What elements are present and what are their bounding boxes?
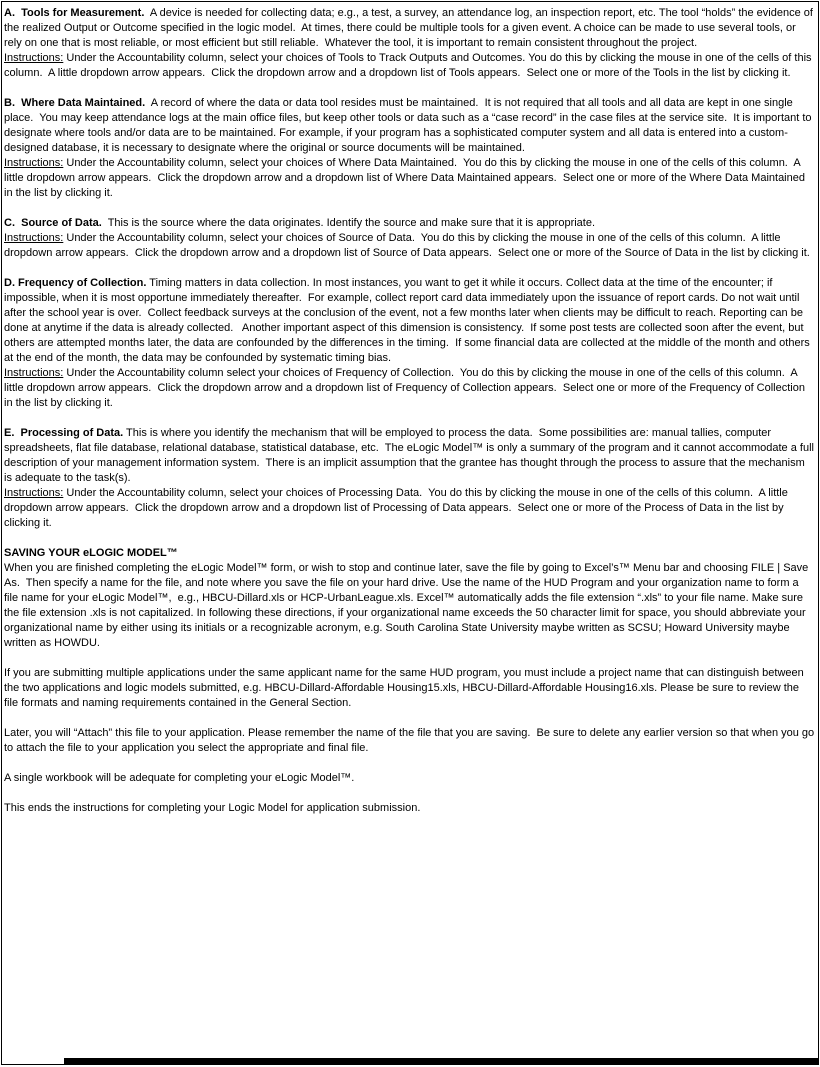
section-d-heading: D. Frequency of Collection. [4,277,147,289]
saving-paragraph-5: This ends the instructions for completing your Logic Model for application submission. [4,802,421,814]
section-processing-of-data [4,426,818,531]
section-b-description [4,96,815,156]
section-a-instructions [4,51,815,81]
section-e-instructions-text: Under the Accountability column, select your choices of Processing Data. You do this by clicking the mouse in one of the cells of this column. A little dropdown arrow appears. Click the dropdown arrow and a dropdown list of Processing of Data appears. Select one or more of the Process of Data in the list by clicking it. [4,487,791,529]
section-e-instructions [4,486,815,531]
section-b-instructions [4,156,815,201]
saving-paragraph-5-block [4,801,815,816]
section-c-heading: C. Source of Data. [4,217,102,229]
saving-paragraph-1: When you are finished completing the eLogic Model™ form, or wish to stop and continue later, save the file by going to Excel’s™ Menu bar and choosing FILE | Save As. Then specify a name for the file, and note where you save the file on your hard drive. Use the name of the HUD Program and your organization name to form a file name for your eLogic Model™, e.g., HBCU-Dillard.xls or HCP-UrbanLeague.xls. Excel™ automatically adds the file extension “.xls” to your file name. Make sure the file extension .xls is not capitalized. In following these directions, if your organizational name exceeds the 50 character limit for space, you should abbreviate your organizational name by either using its initials or a recognizable acronym, e.g. South Carolina State University maybe written as SCSU; Howard University maybe written as HOWDU. [4,562,811,649]
section-e-description [4,426,818,486]
section-e-body: This is where you identify the mechanism that will be employed to process the data. Some possibilities are: manual tallies, computer spreadsheets, flat file database, relational database, statistical database, etc. The eLogic Model™ is only a summary of the program and it cannot accommodate a full description of your management information system. There is an implicit assumption that the grantee has thought through the process to assure that the mechanism is adequate to the task(s). [4,427,818,484]
section-b-instructions-label: Instructions: [4,157,64,169]
section-d-description [4,276,815,366]
section-b-body: A record of where the data or data tool resides must be maintained. It is not required that all tools and all data are kept in one single place. You may keep attendance logs at the main office files, but keep other tools or data such as a “case record” in the case files at the service site. It is important to designate where tools and/or data are to be maintained. For example, if your program has a sophisticated computer system and all data is entered into a custom-designed database, it is necessary to designate where the original or source documents will be maintained. [4,97,815,154]
saving-paragraph-2-block [4,666,815,711]
section-a-instructions-text: Under the Accountability column, select your choices of Tools to Track Outputs and Outcomes. You do this by clicking the mouse in one of the cells of this column. A little dropdown arrow appears. Click the dropdown arrow and a dropdown list of Tools appears. Select one or more of the Tools in the list by clicking it. [4,52,815,79]
section-tools-for-measurement [4,6,815,81]
saving-paragraph-3: Later, you will “Attach” this file to your application. Please remember the name of the file that you are saving. Be sure to delete any earlier version so that when you go to attach the file to your application you select the appropriate and final file. [4,727,818,754]
section-frequency-of-collection [4,276,815,411]
section-c-description [4,216,815,231]
bottom-black-bar [64,1058,818,1064]
section-where-data-maintained [4,96,815,201]
section-d-instructions [4,366,815,411]
saving-heading-line [4,546,815,561]
section-source-of-data [4,216,815,261]
section-c-instructions-text: Under the Accountability column, select your choices of Source of Data. You do this by clicking the mouse in one of the cells of this column. A little dropdown arrow appears. Click the dropdown arrow and a dropdown list of Source of Data appears. Select one or more of the Source of Data in the list by clicking it. [4,232,810,259]
saving-paragraph-3-block [4,726,818,756]
saving-paragraph-4-block [4,771,815,786]
section-b-heading: B. Where Data Maintained. [4,97,146,109]
section-d-instructions-text: Under the Accountability column select your choices of Frequency of Collection. You do this by clicking the mouse in one of the cells of this column. A little dropdown arrow appears. Click the dropdown arrow and a dropdown list of Frequency of Collection appears. Select one or more of the Frequency of Collection in the list by clicking it. [4,367,809,409]
section-c-body: This is the source where the data originates. Identify the source and make sure that it is appropriate. [101,217,596,229]
section-a-instructions-label: Instructions: [4,52,64,64]
saving-paragraph-4: A single workbook will be adequate for completing your eLogic Model™. [4,772,355,784]
section-a-description [4,6,815,51]
section-a-heading: A. Tools for Measurement. [4,7,145,19]
saving-heading: SAVING YOUR eLOGIC MODEL™ [4,547,178,559]
document-page [1,1,819,1065]
section-a-body: A device is needed for collecting data; e.g., a test, a survey, an attendance log, an inspection report, etc. The tool “holds” the evidence of the realized Output or Outcome specified in the logic model. At times, there could be multiple tools for a given event. A choice can be made to use several tools, or rely on one that is most reliable, or most efficient but still reliable. Whatever the tool, it is important to remain consistent throughout the project. [4,7,816,49]
section-saving-elogic-model [4,546,815,651]
section-d-body: Timing matters in data collection. In most instances, you want to get it while it occurs. Collect data at the time of the encounter; if impossible, when it is most opportune immediately thereafter. For example, collect report card data immediately upon the issuance of report cards. Do not wait until after the school year is over. Collect feedback surveys at the conclusion of the event, not a few months later when clients may be difficult to reach. Reporting can be done at anytime if the data is already collected. Another important aspect of this dimension is consistency. If some post tests are collected soon after the event, but others are attempted months later, the data are confounded by the differences in the timing. If some financial data are collected at the middle of the month and others at the end of the month, the data may be confounded by systematic timing bias. [4,277,813,364]
section-d-instructions-label: Instructions: [4,367,64,379]
section-c-instructions [4,231,815,261]
section-b-instructions-text: Under the Accountability column, select your choices of Where Data Maintained. You do this by clicking the mouse in one of the cells of this column. A little dropdown arrow appears. Click the dropdown arrow and a dropdown list of Where Data Maintained appears. Select one or more of the Where Data Maintained in the list by clicking it. [4,157,809,199]
section-c-instructions-label: Instructions: [4,232,64,244]
section-e-heading: E. Processing of Data. [4,427,124,439]
section-e-instructions-label: Instructions: [4,487,64,499]
saving-paragraph-2: If you are submitting multiple applications under the same applicant name for the same HUD program, you must include a project name that can distinguish between the two applications and logic models submitted, e.g. HBCU-Dillard-Affordable Housing15.xls, HBCU-Dillard-Affordable Housing16.xls. Please be sure to review the file formats and naming requirements contained in the General Section. [4,667,807,709]
